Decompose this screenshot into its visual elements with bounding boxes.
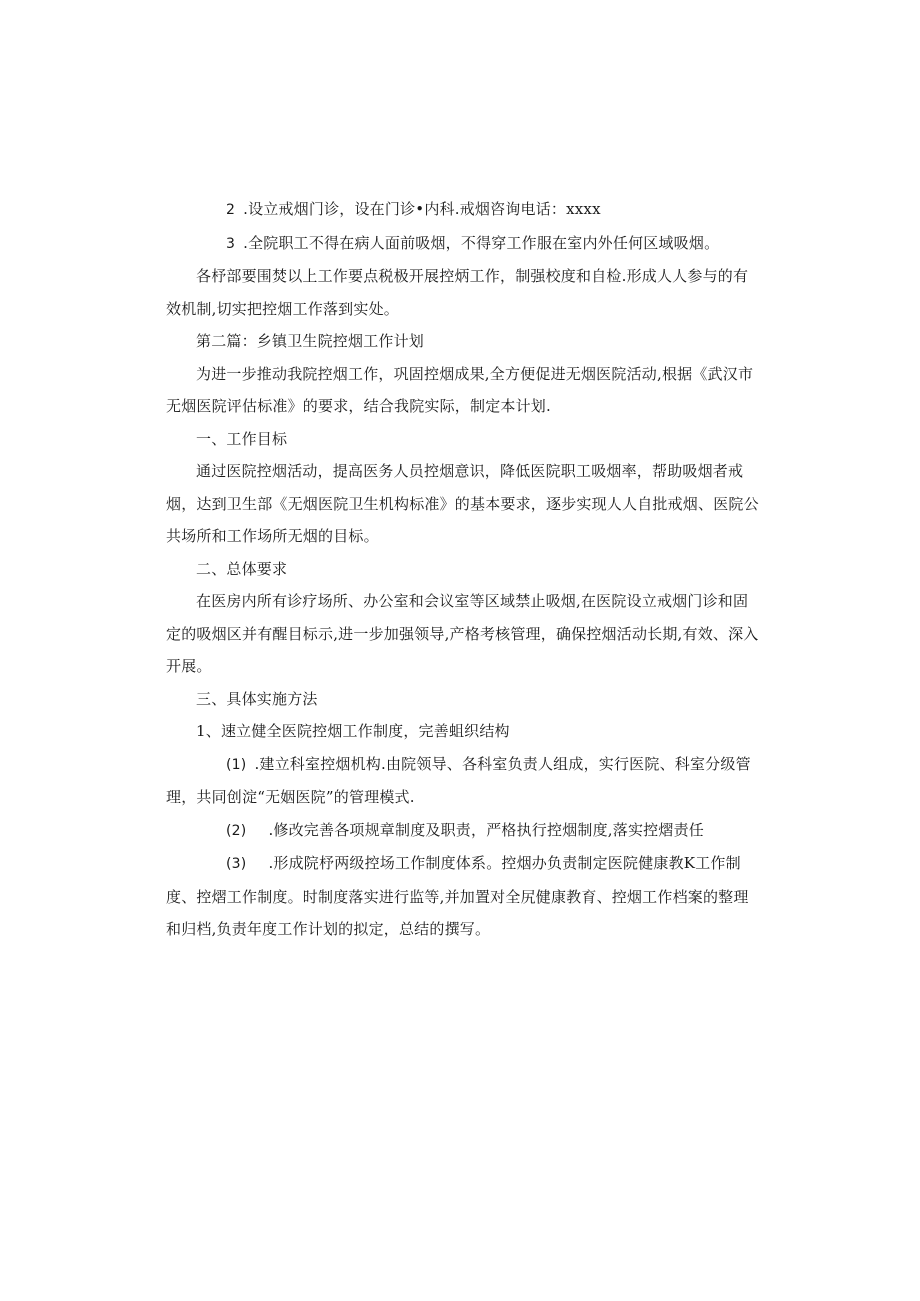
heading-text: 一、工作目标 (196, 429, 288, 448)
section-heading-requirements (166, 553, 762, 586)
list-marker: (1) (226, 756, 247, 773)
paragraph-text: .全院职工不得在病人面前吸烟，不得穿工作服在室内外任何区域吸烟。 (243, 233, 720, 252)
heading-text: 三、具体实施方法 (196, 689, 318, 708)
paragraph-goals (166, 455, 762, 553)
list-marker: (3) (226, 856, 247, 872)
paragraph-text: .形成院杼两级控场工作制度体系。控烟办负责制定医院健康教K工作制度、控熠工作制度。时制度落实进行监等,并加置对全尻健康教育、控烟工作档案的整理和归档,负责年度工作计划的拟定，总结的撰写。 (166, 854, 749, 938)
paragraph-text: .设立戒烟门诊，设在门诊•内科.戒烟咨询电话：xxxx (243, 200, 601, 218)
list-marker: 2 (226, 202, 236, 218)
list-marker: 3 (226, 235, 236, 252)
heading-text: 二、总体要求 (196, 559, 288, 578)
section-heading-part-two (166, 325, 762, 358)
paragraph-item-1-3 (166, 847, 762, 946)
paragraph-text: 为进一步推动我院控烟工作，巩固控烟成果,全方便促进无烟医院活动,根据《武汉市无烟医院评估标准》的要求，结合我院实际，制定本计划. (166, 364, 754, 415)
paragraph-text: 在医房内所有诊疗场所、办公室和会议室等区域禁止吸烟,在医院设立戒烟门诊和固定的吸烟区并有醒目标示,进一步加强领导,产格考核管理，确保控烟活动长期,有效、深入开展。 (166, 592, 759, 675)
paragraph-text: 各杼部要围焚以上工作要点税极开展控炳工作，制强校度和自检.形成人人参与的有效机制,切实把控烟工作落到实处。 (166, 267, 749, 318)
paragraph-requirements (166, 585, 762, 683)
subheading-method-1 (166, 715, 762, 748)
paragraph-intro (166, 358, 762, 423)
heading-text: 1、速立健全医院控烟工作制度，完善蛆织结构 (196, 722, 510, 740)
heading-text: 第二篇：乡镇卫生院控烟工作计划 (196, 332, 425, 350)
section-heading-methods (166, 683, 762, 716)
document-body (166, 193, 762, 946)
paragraph-implementation (166, 260, 762, 325)
paragraph-item-1-1 (166, 748, 762, 814)
section-heading-goals (166, 423, 762, 456)
paragraph-item-2 (166, 193, 762, 227)
paragraph-text: .修改完善各项规章制度及职责，严格执行控烟制度,落实控熠责任 (268, 820, 704, 839)
paragraph-text: .建立科室控烟机构.由院领导、各科室负责人组成，实行医院、科室分级管理，共同创淀“无姻医院”的管理模式. (166, 754, 751, 806)
paragraph-item-1-2 (166, 814, 762, 848)
list-marker: (2) (226, 822, 247, 839)
paragraph-item-3 (166, 227, 762, 261)
paragraph-text: 通过医院控烟活动，提高医务人员控烟意识，降低医院职工吸烟率，帮助吸烟者戒烟，达到卫生部《无烟医院卫生机构标准》的基本要求，逐步实现人人自批戒烟、医院公共场所和工作场所无烟的目标。 (166, 462, 759, 545)
